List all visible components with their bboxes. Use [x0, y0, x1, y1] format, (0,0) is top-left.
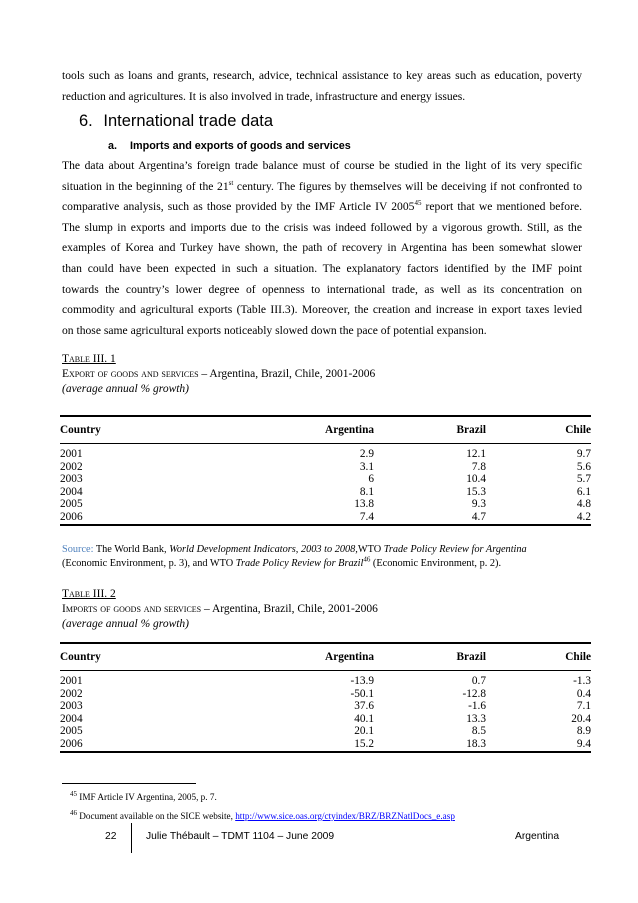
cell: 2002 — [60, 687, 83, 700]
body-line: than could have been expected in such a situation. The explanatory factors identified by the IMF point — [62, 261, 582, 275]
table1-title-rest: – Argentina, Brazil, Chile, 2001-2006 — [198, 368, 376, 380]
body-text: century. The figures by themselves will be deceiving if not confronted to — [233, 179, 582, 193]
table1-grid — [60, 415, 591, 526]
cell: 2004 — [60, 485, 83, 498]
footnote-number: 45 — [70, 789, 77, 798]
cell: 7.8 — [471, 460, 486, 473]
cell: 4.2 — [576, 510, 591, 523]
body-text: comparative analysis, such as those provided by the IMF Article IV 2005 — [62, 200, 415, 214]
table1-source — [62, 543, 592, 571]
source-text: WTO — [357, 544, 384, 555]
source-label: Source: — [62, 544, 94, 555]
cell: 2005 — [60, 498, 83, 511]
header-chile: Chile — [565, 423, 591, 436]
table-row — [60, 511, 591, 525]
cell: 5.6 — [576, 460, 591, 473]
cell: 8.1 — [359, 485, 374, 498]
cell: 2002 — [60, 460, 83, 473]
intro-line-2: reduction and agricultures. It is also involved in trade, infrastructure and energy issues. — [62, 89, 466, 103]
table-row — [60, 461, 591, 474]
cell: 0.7 — [471, 675, 486, 687]
table-row — [60, 473, 591, 486]
source-line-2 — [62, 557, 592, 571]
header-argentina: Argentina — [325, 650, 374, 663]
cell: 2006 — [60, 510, 83, 523]
footer-author: Julie Thébault – TDMT 1104 – June 2009 — [146, 831, 335, 842]
body-line: on those same agricultural exports noticeably slowed down the pace of potential expansion. — [62, 323, 487, 337]
source-line-1 — [62, 543, 592, 557]
table1 — [60, 415, 591, 526]
cell: 3.1 — [359, 460, 374, 473]
table2-title-rest: – Argentina, Brazil, Chile, 2001-2006 — [201, 603, 378, 615]
cell: 4.7 — [471, 510, 486, 523]
cell: 2003 — [60, 473, 83, 486]
cell: 15.2 — [354, 737, 374, 750]
footer-page-number: 22 — [105, 831, 117, 842]
cell: -50.1 — [350, 687, 374, 700]
cell: 9.3 — [471, 498, 486, 511]
table-row — [60, 725, 591, 738]
cell: 18.3 — [466, 737, 486, 750]
header-country: Country — [60, 650, 101, 663]
sice-website-link[interactable]: http://www.sice.oas.org/ctyindex/BRZ/BRZNatlDocs_e.asp — [235, 811, 455, 821]
table1-label: Table III. 1 — [62, 353, 116, 365]
cell: 8.9 — [576, 725, 591, 738]
table1-caption — [62, 352, 375, 397]
body-line: The data about Argentina’s foreign trade balance must of course be studied in the light of its very specific — [62, 159, 582, 172]
cell: 2004 — [60, 712, 83, 725]
header-chile: Chile — [565, 650, 591, 663]
table-row — [60, 688, 591, 701]
body-line — [62, 177, 582, 198]
section-heading — [79, 112, 273, 131]
cell: 10.4 — [466, 473, 486, 486]
subsection-heading — [108, 140, 351, 152]
cell: 2001 — [60, 448, 83, 460]
footnotes — [70, 788, 455, 826]
cell: 2001 — [60, 675, 83, 687]
cell: 8.5 — [471, 725, 486, 738]
superscript: st — [228, 178, 234, 187]
footnote-number: 46 — [70, 808, 77, 817]
intro-line-1: tools such as loans and grants, research, advice, technical assistance to key areas such as education, poverty — [62, 69, 582, 82]
cell: 7.4 — [359, 510, 374, 523]
table2-grid — [60, 642, 591, 753]
table-row — [60, 486, 591, 499]
footnote-text: IMF Article IV Argentina, 2005, p. 7. — [77, 792, 217, 802]
table2-title-sc: Imports of goods and services — [62, 603, 202, 615]
cell: 7.1 — [576, 700, 591, 713]
cell: 37.6 — [354, 700, 374, 713]
table2 — [60, 642, 591, 753]
cell: 4.8 — [576, 498, 591, 511]
body-paragraph — [62, 156, 582, 341]
section-number: 6. — [79, 112, 93, 130]
table-row — [60, 700, 591, 713]
table2-title — [62, 602, 378, 617]
footnote-46 — [70, 807, 455, 826]
body-line — [62, 197, 582, 218]
table1-title — [62, 367, 375, 382]
cell: 2003 — [60, 700, 83, 713]
body-line: commodity and agricultural exports (Table III.3). Moreover, the creation and increase in export taxes levied — [62, 303, 582, 317]
cell: 2.9 — [359, 448, 374, 460]
header-country: Country — [60, 423, 101, 436]
source-title: Trade Policy Review for Argentina — [383, 544, 527, 555]
table-row — [60, 675, 591, 688]
cell: 12.1 — [466, 448, 486, 460]
header-argentina: Argentina — [325, 423, 374, 436]
cell: 2006 — [60, 737, 83, 750]
body-text: report that we mentioned before. — [421, 200, 582, 214]
table-row — [60, 498, 591, 511]
body-text: situation in the beginning of the 21 — [62, 179, 229, 193]
header-brazil: Brazil — [456, 423, 486, 436]
table-header-row — [60, 416, 591, 444]
cell: -1.3 — [573, 675, 591, 687]
table1-subcaption: (average annual % growth) — [62, 383, 190, 395]
source-title: Trade Policy Review for Brazil — [235, 558, 364, 569]
table2-label: Table III. 2 — [62, 588, 116, 600]
source-text: (Economic Environment, p. 2). — [370, 558, 502, 569]
footnote-separator — [62, 783, 196, 784]
cell: -1.6 — [468, 700, 486, 713]
footnote-ref: 46 — [363, 555, 371, 564]
cell: 9.7 — [576, 448, 591, 460]
source-text: (Economic Environment, p. 3), and WTO — [62, 558, 236, 569]
intro-paragraph — [62, 66, 582, 107]
body-line: examples of Korea and Turkey have shown, the path of recovery in Argentina has been somewhat slower — [62, 241, 582, 255]
table-row — [60, 713, 591, 726]
footnote-45 — [70, 788, 455, 807]
subsection-title: Imports and exports of goods and services — [130, 140, 351, 152]
footer-divider — [131, 823, 132, 853]
subsection-letter: a. — [108, 140, 118, 152]
cell: 40.1 — [354, 712, 374, 725]
cell: 20.4 — [571, 712, 591, 725]
footnote-text: Document available on the SICE website, — [77, 811, 236, 821]
cell: 0.4 — [576, 687, 591, 700]
table2-subcaption: (average annual % growth) — [62, 618, 190, 630]
cell: 6.1 — [576, 485, 591, 498]
cell: -13.9 — [350, 675, 374, 687]
footer-chapter: Argentina — [515, 831, 560, 842]
table2-caption — [62, 587, 378, 632]
section-title: International trade data — [103, 112, 274, 130]
cell: 20.1 — [354, 725, 374, 738]
body-line: The slump in exports and imports due to the crisis was indeed followed by a vigorous growth. Still, as the — [62, 220, 582, 234]
cell: 13.3 — [466, 712, 486, 725]
table-row — [60, 738, 591, 752]
source-text: The World Bank, — [93, 544, 170, 555]
footnote-ref: 45 — [414, 199, 422, 208]
cell: 5.7 — [576, 473, 591, 486]
table1-title-sc: Export of goods and services — [62, 368, 199, 380]
header-brazil: Brazil — [456, 650, 486, 663]
body-line: towards the country’s lower degree of openness to international trade, as well as its concentration on — [62, 282, 582, 296]
cell: 13.8 — [354, 498, 374, 511]
cell: 15.3 — [466, 485, 486, 498]
source-title: World Development Indicators, 2003 to 2008, — [169, 544, 358, 555]
cell: 9.4 — [576, 737, 591, 750]
cell: 2005 — [60, 725, 83, 738]
cell: -12.8 — [462, 687, 486, 700]
cell: 6 — [368, 473, 374, 486]
table-row — [60, 448, 591, 461]
table-header-row — [60, 643, 591, 671]
